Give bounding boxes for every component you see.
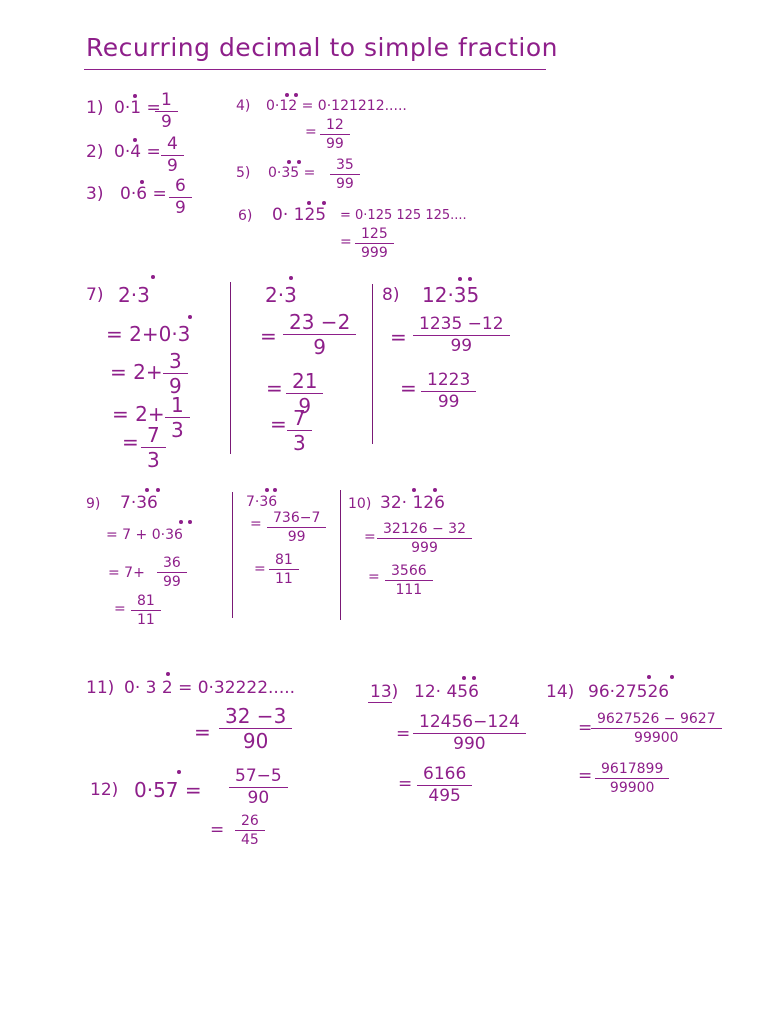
- denominator: 3: [141, 447, 166, 470]
- recurring-dot: [297, 160, 301, 164]
- numerator: 4: [167, 134, 178, 154]
- expansion: = 0·125 125 125....: [340, 208, 467, 223]
- denominator: 99: [157, 572, 187, 589]
- recurring-dot: [322, 201, 326, 205]
- denominator: 990: [413, 733, 526, 753]
- recurring-dot: [188, 315, 192, 319]
- denominator: 999: [355, 243, 394, 260]
- problem-label: 2): [86, 142, 104, 162]
- numerator: 736−7: [273, 510, 321, 526]
- denominator: 9: [163, 373, 188, 396]
- fraction: [598, 762, 666, 795]
- denominator: 99: [413, 335, 510, 355]
- problem-label: 9): [86, 496, 101, 512]
- problem-expression: 0·35 =: [268, 165, 316, 181]
- step-1: =: [390, 325, 407, 349]
- denominator: 99: [330, 174, 360, 191]
- fraction: [158, 92, 175, 131]
- problem-label: 11): [86, 678, 115, 698]
- recurring-dot: [179, 520, 183, 524]
- equals-sign: =: [340, 234, 352, 250]
- denominator: 90: [219, 728, 292, 751]
- problem-label: 5): [236, 165, 251, 181]
- recurring-dot: [166, 672, 170, 676]
- column-divider: [340, 490, 341, 620]
- fraction: [238, 814, 262, 847]
- problem-expression: 0·57 =: [134, 778, 202, 802]
- numerator: 35: [336, 157, 354, 173]
- recurring-dot: [145, 488, 149, 492]
- fraction: [323, 118, 347, 151]
- step-1: =: [578, 718, 593, 738]
- step-2: =: [210, 820, 225, 840]
- recurring-dot: [265, 488, 269, 492]
- alt-expression: 7·36: [246, 494, 278, 510]
- step-1: = 7 + 0·36: [106, 527, 183, 543]
- numerator: 1223: [427, 370, 471, 390]
- fraction: [164, 136, 181, 175]
- fraction: [424, 372, 473, 411]
- numerator: 12: [326, 117, 344, 133]
- recurring-dot: [133, 138, 137, 142]
- denominator: 90: [229, 787, 288, 807]
- numerator: 1: [171, 393, 184, 417]
- step-3: =: [114, 601, 126, 617]
- fraction: [380, 522, 469, 555]
- denominator: 99900: [591, 728, 722, 745]
- recurring-dot: [188, 520, 192, 524]
- step-2: =: [368, 569, 380, 585]
- fraction: [420, 766, 469, 805]
- step-3: = 2+: [112, 402, 165, 426]
- problem-expression: 2·3: [118, 283, 150, 307]
- fraction: [270, 511, 323, 544]
- recurring-dot: [458, 277, 462, 281]
- numerator: 81: [275, 552, 293, 568]
- step-1: =: [396, 724, 411, 744]
- denominator: 99900: [595, 778, 669, 795]
- denominator: 111: [385, 580, 433, 597]
- alt-step-2: =: [254, 561, 266, 577]
- problem-label: 10): [348, 496, 372, 512]
- denominator: 9: [286, 393, 323, 416]
- recurring-dot: [472, 676, 476, 680]
- problem-label: 3): [86, 184, 104, 204]
- numerator: 6166: [423, 764, 467, 784]
- problem-label: 4): [236, 98, 251, 114]
- recurring-dot: [289, 276, 293, 280]
- problem-expression: 0· 3 2 = 0·32222.....: [124, 678, 296, 698]
- column-divider: [232, 492, 233, 618]
- step-2: =: [400, 376, 417, 400]
- problem-expression: 0·12 = 0·121212.....: [266, 98, 407, 114]
- numerator: 1: [161, 90, 172, 110]
- recurring-dot: [285, 93, 289, 97]
- recurring-dot: [412, 488, 416, 492]
- step-1: =: [364, 529, 376, 545]
- numerator: 7: [147, 423, 160, 447]
- problem-label: 6): [238, 208, 253, 224]
- numerator: 32126 − 32: [383, 521, 466, 537]
- numerator: 125: [361, 226, 388, 242]
- fraction: [134, 594, 158, 627]
- recurring-dot: [294, 93, 298, 97]
- denominator: 9: [161, 155, 184, 175]
- problem-label: 13): [370, 682, 399, 702]
- recurring-dot: [133, 94, 137, 98]
- recurring-dot: [462, 676, 466, 680]
- problem-expression: 12·35: [422, 283, 480, 307]
- column-divider: [372, 284, 373, 444]
- denominator: 11: [269, 569, 299, 586]
- step-1: = 2+0·3: [106, 322, 191, 346]
- denominator: 99: [421, 391, 476, 411]
- denominator: 495: [417, 785, 472, 805]
- problem-expression: 7·36: [120, 493, 158, 513]
- recurring-dot: [670, 675, 674, 679]
- problem-expression: 0·1 =: [114, 98, 161, 118]
- fraction: [358, 227, 391, 260]
- numerator: 9617899: [601, 761, 664, 777]
- numerator: 1235 −12: [419, 314, 504, 334]
- numerator: 26: [241, 813, 259, 829]
- fraction: [388, 564, 430, 597]
- numerator: 7: [293, 406, 306, 430]
- problem-label: 8): [382, 285, 400, 305]
- numerator: 57−5: [235, 766, 282, 786]
- problem-label: 7): [86, 285, 104, 305]
- fraction: [286, 312, 353, 357]
- numerator: 81: [137, 593, 155, 609]
- denominator: 3: [165, 417, 190, 440]
- problem-expression: 96·27526: [588, 682, 670, 702]
- numerator: 36: [163, 555, 181, 571]
- recurring-dot: [273, 488, 277, 492]
- problem-expression: 0· 125: [272, 205, 327, 225]
- recurring-dot: [433, 488, 437, 492]
- numerator: 12456−124: [419, 712, 520, 732]
- column-divider: [230, 282, 231, 454]
- denominator: 11: [131, 610, 161, 627]
- fraction: [222, 706, 289, 751]
- recurring-dot: [647, 675, 651, 679]
- step-4: =: [122, 430, 139, 454]
- problem-label: 14): [546, 682, 575, 702]
- step-2: =: [398, 774, 413, 794]
- recurring-dot: [156, 488, 160, 492]
- fraction: [416, 714, 523, 753]
- fraction: [232, 768, 285, 807]
- numerator: 21: [292, 369, 318, 393]
- problem-expression: 0·4 =: [114, 142, 161, 162]
- problem-expression: 0·6 =: [120, 184, 167, 204]
- numerator: 9627526 − 9627: [597, 711, 716, 727]
- fraction: [416, 316, 507, 355]
- recurring-dot: [468, 277, 472, 281]
- recurring-dot: [151, 275, 155, 279]
- step-2: = 7+: [108, 565, 145, 581]
- alt-step-1: =: [260, 324, 277, 348]
- alt-step-3: =: [270, 412, 287, 436]
- problem-expression: 12· 456: [414, 682, 479, 702]
- numerator: 3: [169, 349, 182, 373]
- label-underline: [368, 702, 392, 703]
- step-1: =: [194, 720, 211, 744]
- denominator: 99: [320, 134, 350, 151]
- denominator: 999: [377, 538, 472, 555]
- numerator: 3566: [391, 563, 427, 579]
- problem-expression: 32· 126: [380, 493, 445, 513]
- fraction: [168, 395, 187, 440]
- denominator: 9: [169, 197, 192, 217]
- fraction: [166, 351, 185, 396]
- alt-step-2: =: [266, 376, 283, 400]
- step-2: =: [578, 766, 593, 786]
- fraction: [160, 556, 184, 589]
- denominator: 45: [235, 830, 265, 847]
- denominator: 99: [267, 527, 326, 544]
- denominator: 9: [283, 334, 356, 357]
- recurring-dot: [140, 180, 144, 184]
- numerator: 32 −3: [225, 704, 287, 728]
- problem-label: 1): [86, 98, 104, 118]
- recurring-dot: [307, 201, 311, 205]
- numerator: 23 −2: [289, 310, 351, 334]
- alt-expression: 2·3: [265, 283, 297, 307]
- recurring-dot: [287, 160, 291, 164]
- page-title: Recurring decimal to simple fraction: [86, 33, 558, 62]
- problem-label: 12): [90, 780, 119, 800]
- denominator: 9: [155, 111, 178, 131]
- fraction: [272, 553, 296, 586]
- fraction: [172, 178, 189, 217]
- fraction: [594, 712, 719, 745]
- numerator: 6: [175, 176, 186, 196]
- fraction: [144, 425, 163, 470]
- alt-step-1: =: [250, 516, 262, 532]
- denominator: 3: [287, 430, 312, 453]
- equals-sign: =: [305, 124, 317, 140]
- title-underline: [84, 69, 546, 70]
- recurring-dot: [177, 770, 181, 774]
- fraction: [333, 158, 357, 191]
- fraction: [290, 408, 309, 453]
- step-2: = 2+: [110, 360, 163, 384]
